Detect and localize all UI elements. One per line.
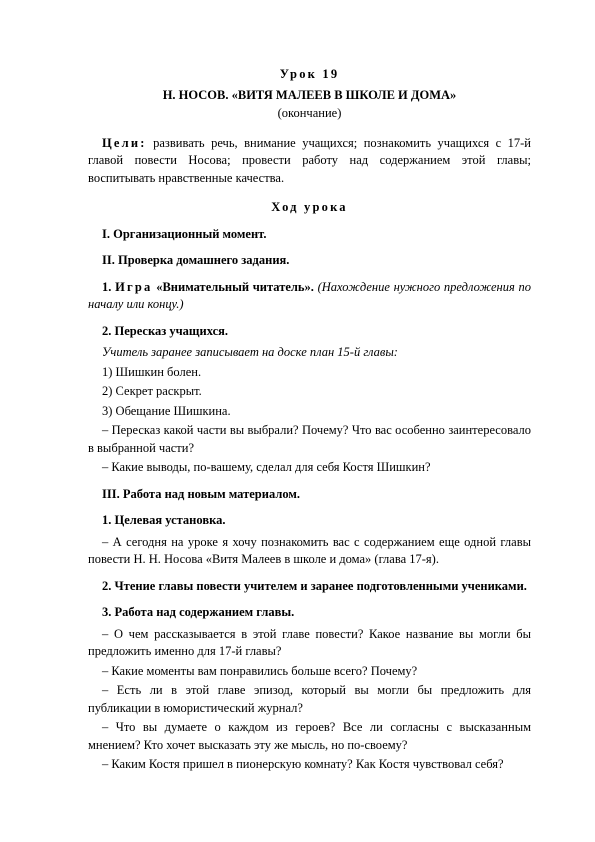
game-title: «Внимательный читатель». bbox=[152, 279, 314, 294]
target-heading: 1. Целевая установка. bbox=[102, 513, 226, 527]
content-work-heading: 3. Работа над содержанием главы. bbox=[102, 605, 295, 619]
plan-item: 2) Секрет раскрыт. bbox=[102, 384, 202, 398]
lesson-goals bbox=[88, 135, 531, 188]
content-question: – Каким Костя пришел в пионерскую комнату? Как Костя чувствовал себя? bbox=[102, 757, 504, 771]
plan-item: 3) Обещание Шишкина. bbox=[102, 403, 231, 418]
lesson-number: Урок 19 bbox=[279, 67, 340, 81]
goals-label: Цели: bbox=[102, 135, 147, 150]
content-question: – Есть ли в этой главе эпизод, который вы могли бы предложить для публикации в юмористический журнал? bbox=[88, 683, 531, 715]
section-homework-check: II. Проверка домашнего задания. bbox=[102, 253, 290, 267]
content-question: – Что вы думаете о каждом из героев? Все ли согласны с высказанным мнением? Кто хочет высказать эту же мысль, но по-своему? bbox=[88, 720, 531, 752]
section-organizational: I. Организационный момент. bbox=[102, 226, 267, 241]
section-new-material: III. Работа над новым материалом. bbox=[102, 486, 300, 501]
document-page bbox=[88, 66, 531, 774]
game-number: 1. bbox=[102, 279, 116, 294]
lesson-title: Н. НОСОВ. «ВИТЯ МАЛЕЕВ В ШКОЛЕ И ДОМА» bbox=[162, 87, 457, 102]
course-title: Ход урока bbox=[271, 200, 348, 214]
content-question: – О чем рассказывается в этой главе повести? Какое название вы могли бы предложить именно для 17-й главы? bbox=[88, 626, 531, 658]
target-text: – А сегодня на уроке я хочу познакомить вас с содержанием еще одной главы повести Н. Н. Носова «Витя Малеев в школе и дома» (глава 17-я). bbox=[88, 534, 531, 566]
content-question: – Какие моменты вам понравились больше всего? Почему? bbox=[102, 663, 418, 678]
retelling-question: – Какие выводы, по-вашему, сделал для себя Костя Шишкин? bbox=[102, 460, 431, 474]
goals-text: развивать речь, внимание учащихся; познакомить учащихся с 17-й главой повести Носова; провести работу над содержанием этой главы; воспитывать нравственные качества. bbox=[88, 135, 531, 185]
retelling-heading: 2. Пересказ учащихся. bbox=[102, 323, 229, 338]
retelling-question: – Пересказ какой части вы выбрали? Почему? Что вас особенно заинтересовало в выбранной части? bbox=[88, 423, 531, 455]
game-description: (Нахождение нужного предложения по началу или концу.) bbox=[88, 279, 531, 311]
game-label: Игра bbox=[115, 279, 153, 294]
retelling-note: Учитель заранее записывает на доске план 15-й главы: bbox=[102, 345, 398, 359]
reading-item: 2. Чтение главы повести учителем и заранее подготовленными учениками. bbox=[102, 578, 527, 593]
game-item bbox=[88, 279, 531, 314]
lesson-subtitle: (окончание) bbox=[277, 106, 342, 120]
plan-item: 1) Шишкин болен. bbox=[102, 364, 202, 379]
